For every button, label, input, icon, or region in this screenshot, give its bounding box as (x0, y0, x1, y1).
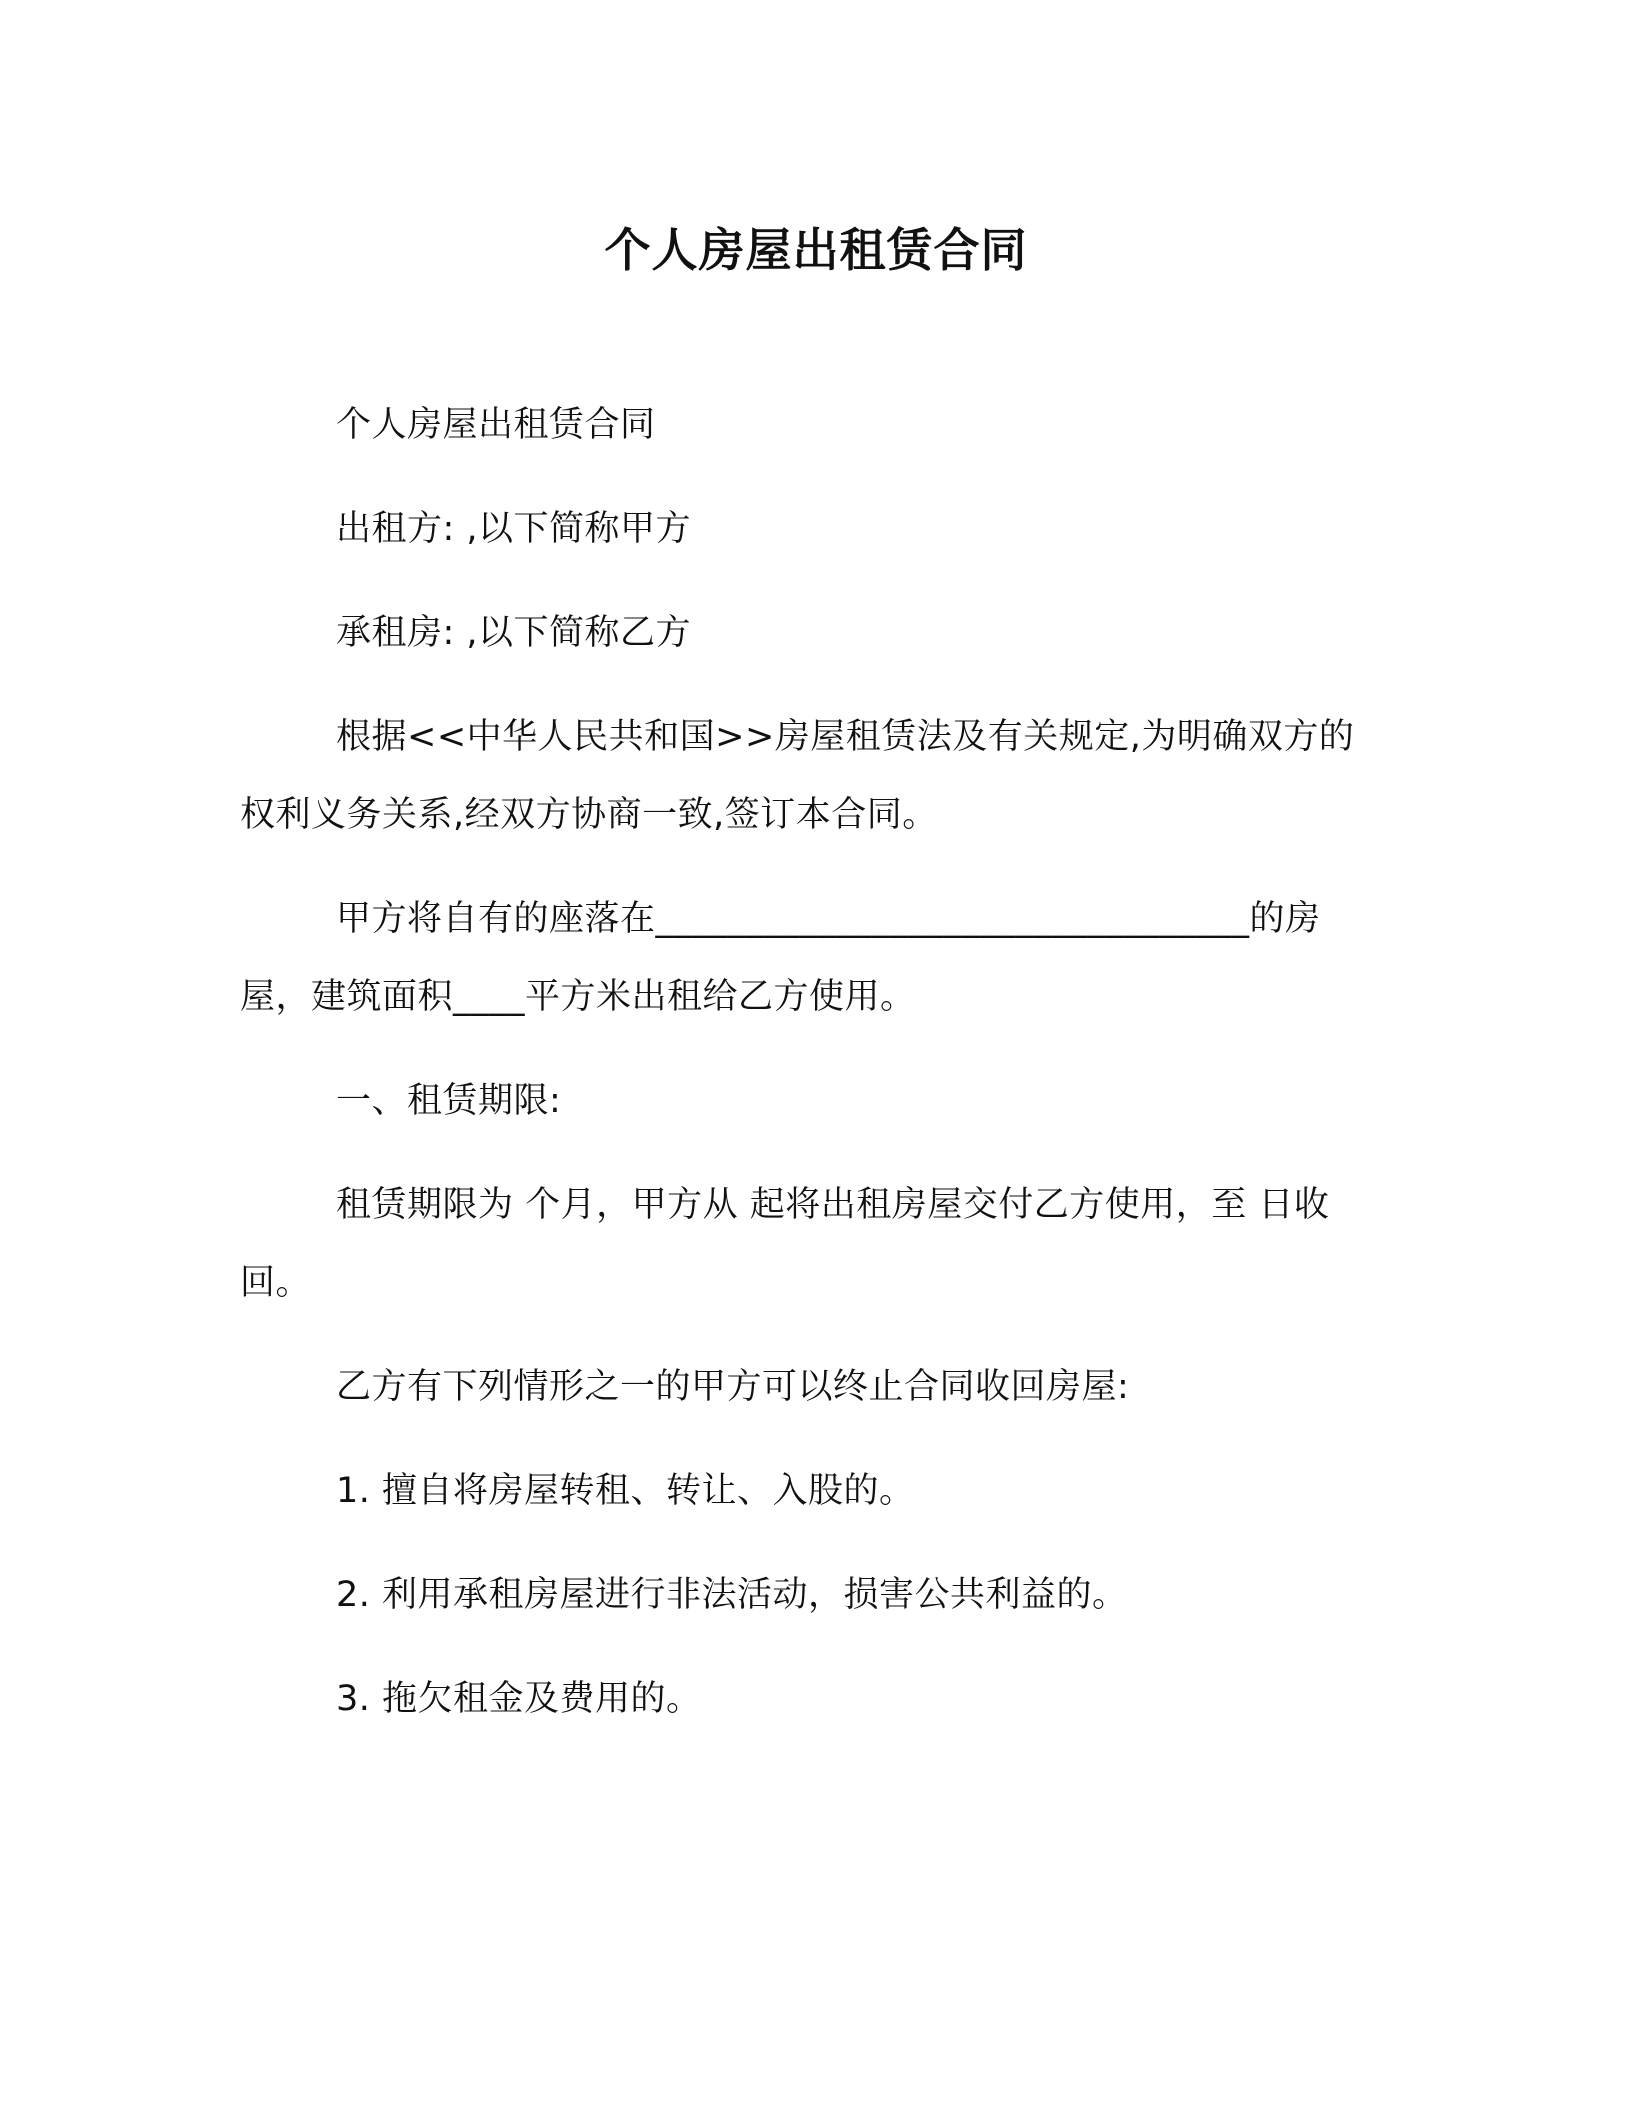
paragraph-subtitle: 个人房屋出租赁合同 (336, 405, 656, 445)
paragraph-termination-intro: 乙方有下列情形之一的甲方可以终止合同收回房屋: (336, 1367, 1130, 1407)
paragraph-section-one-heading: 一、租赁期限: (336, 1081, 562, 1121)
paragraph-basis: 根据<<中华人民共和国>>房屋租赁法及有关规定,为明确双方的权利义务关系,经双方协商一致,签订本合同。 (240, 717, 1355, 835)
paragraph-item-2: 2. 利用承租房屋进行非法活动，损害公共利益的。 (336, 1575, 1128, 1615)
document-title: 个人房屋出租赁合同 (604, 223, 1028, 277)
paragraph-lessee: 承租房: ,以下简称乙方 (336, 613, 692, 653)
paragraph-term: 租赁期限为 个月，甲方从 起将出租房屋交付乙方使用，至 日收回。 (240, 1185, 1330, 1303)
paragraph-item-3: 3. 拖欠租金及费用的。 (336, 1679, 702, 1719)
paragraph-property: 甲方将自有的座落在_________________________________的房屋，建筑面积____平方米出租给乙方使用。 (240, 899, 1321, 1017)
paragraph-item-1: 1. 擅自将房屋转租、转让、入股的。 (336, 1471, 915, 1511)
paragraph-lessor: 出租方: ,以下简称甲方 (336, 509, 692, 549)
